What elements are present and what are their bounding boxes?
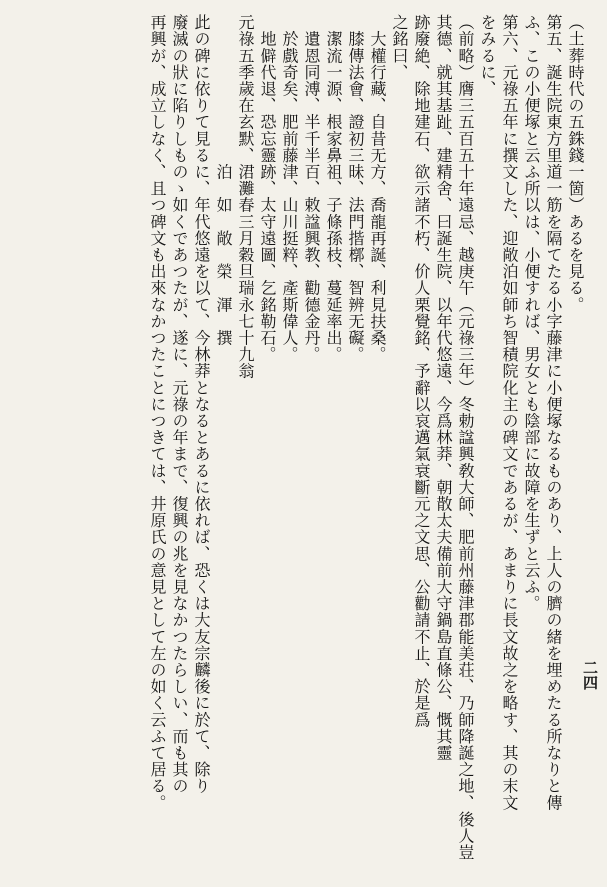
text-column: 大權行藏、自昔无方、喬龍再誕、利見扶桑。: [368, 14, 387, 363]
text-column: 於戲奇矣、肥前藤津、山川挺粹、產斯偉人。: [280, 14, 299, 363]
text-column: 潔流一源、根家鼻祖、子條孫枝、蔓延率出。: [324, 14, 343, 363]
text-column: 遺恩同溥、半千半百、敕諡興教、勸德金丹。: [302, 14, 321, 363]
vertical-text-body: [17, 14, 583, 874]
text-column: 廢滅の狀に陷りしものゝ如くであつたが、遂に、元祿の年まで、復興の兆を見なかつたらしい、而も其の: [170, 14, 189, 795]
text-column: （前略）膺三五百五十年遠忌、越庚午（元祿三年）冬勅諡興敎大師、肥前州藤津郡能美荘、乃師降誕之地、後人豈: [456, 14, 475, 861]
page-number: 二四: [581, 660, 599, 690]
text-column: 膝傳法會、證初三昧、法門揩槨、智辨无礙。: [346, 14, 365, 363]
text-column: 第五、誕生院東方里道一筋を隔てたる小字藤津に小便塚なるものあり、上人の臍の緒を埋めたる所なりと傳: [544, 14, 563, 811]
text-column: （土葬時代の五銖錢一箇）あるを見る。: [566, 14, 585, 313]
text-column: をみるに、: [478, 14, 497, 97]
text-column: 之銘曰、: [390, 14, 409, 81]
text-column: 跡廢絶、除地建石、欲示諸不朽、价人栗覺銘、予辭以哀邁氣衰斷元之文思、公勸請不止、於是爲: [412, 14, 431, 728]
text-column: ふ、この小便塚と云ふ所以は、小便すれば、男女とも陰部に故障を生ずと云ふ。: [522, 14, 541, 612]
text-column: 地僻代退、恐忘靈跡、太守遠圖、乞銘勒石。: [258, 14, 277, 363]
text-column: 再興が、成立しなく、且つ碑文も出來なかつたことにつきては、井原氏の意見として左の如く云ふて居る。: [148, 14, 167, 811]
text-column: 元祿五季歲在玄默、涒灘春三月穀旦瑞永七十九翁: [236, 14, 255, 380]
text-column: 此の碑に依りて見るに、年代悠遠を以て、今林莽となるとあるに依れば、恐くは大友宗麟後に於て、除り: [192, 14, 211, 795]
text-column: 其德、就其基趾、建精舍、曰誕生院、以年代悠遠、今爲林莽、朝散太夫備前大守鍋島直條公、慨其靈: [434, 14, 453, 761]
text-column: 第六、元祿五年に撰文した、迎敞泊如師ち智積院化主の碑文であるが、あまりに長文故之を略す、其の末文: [500, 14, 519, 811]
text-column: 泊 如 敞 榮 渾 撰: [214, 14, 233, 346]
